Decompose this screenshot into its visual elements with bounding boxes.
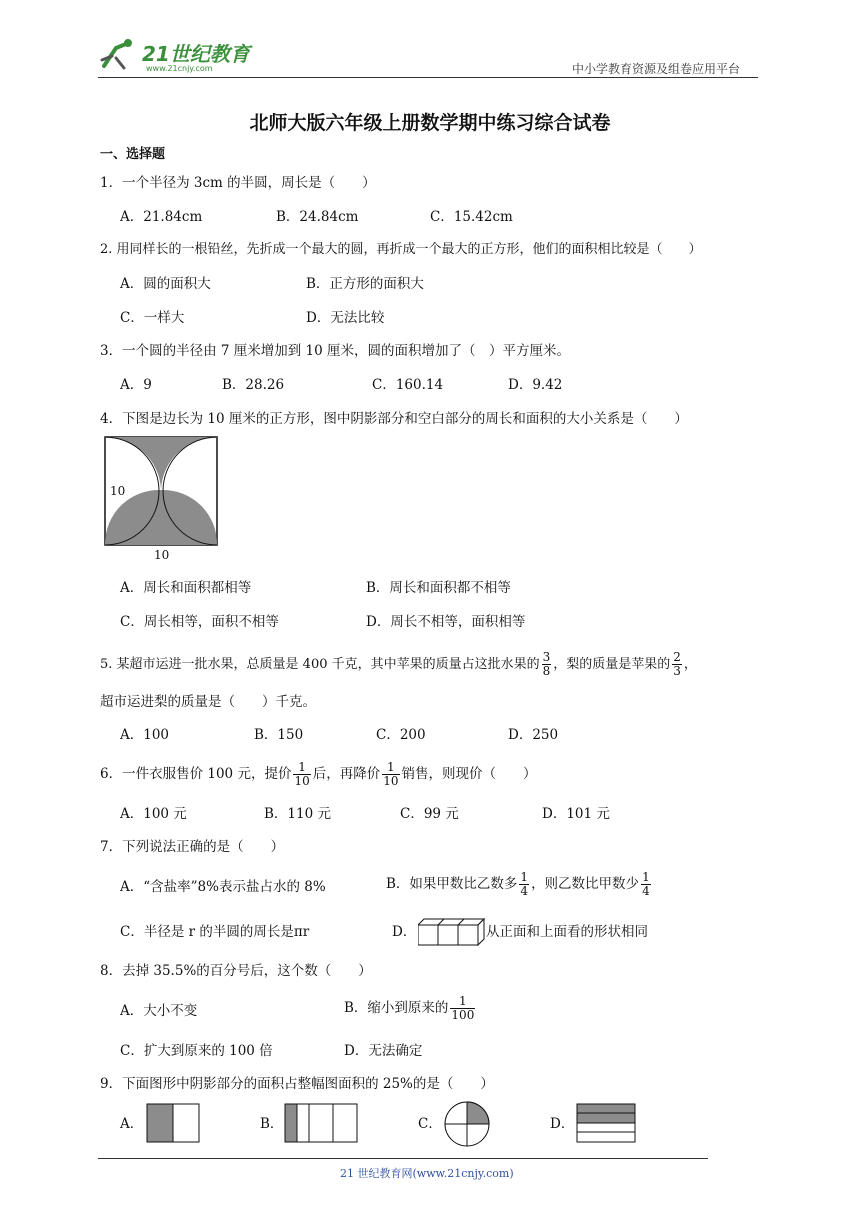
header-divider — [98, 77, 758, 78]
q8-option-d: D．无法确定 — [344, 1043, 423, 1059]
question-4-stem: 4．下图是边长为 10 厘米的正方形，图中阴影部分和空白部分的周长和面积的大小关系是（ ） — [100, 411, 688, 427]
fraction: $\frac{1}{10}$ — [383, 760, 399, 788]
q3-option-d: D．9.42 — [508, 377, 563, 393]
logo-text: 21世纪教育 — [142, 42, 250, 66]
q9-option-d-label: D． — [550, 1116, 575, 1132]
q4-option-c: C．周长相等，面积不相等 — [120, 614, 279, 630]
q9-figure-a — [146, 1103, 200, 1143]
logo-url: www.21cnjy.com — [146, 64, 213, 73]
q4-side-label-left: 10 — [110, 484, 126, 498]
q4-square-figure — [104, 436, 222, 564]
q4-option-b: B．周长和面积都不相等 — [366, 580, 511, 596]
q4-side-label-bottom: 10 — [154, 548, 170, 562]
fraction: $\frac{3}{8}$ — [542, 650, 551, 678]
question-1-stem: 1．一个半径为 3cm 的半圆，周长是（ ） — [100, 175, 376, 191]
q6-option-d: D．101 元 — [542, 806, 610, 822]
q3-option-a: A．9 — [120, 377, 152, 393]
page-title: 北师大版六年级上册数学期中练习综合试卷 — [249, 112, 611, 134]
section-heading: 一、选择题 — [100, 147, 166, 162]
q9-figure-b — [284, 1103, 360, 1143]
q6-option-b: B．110 元 — [264, 806, 331, 822]
q5-option-b: B．150 — [254, 727, 304, 743]
q8-option-a: A．大小不变 — [120, 1003, 198, 1019]
q5-option-d: D．250 — [508, 727, 559, 743]
q7-cube-figure — [418, 918, 486, 946]
q1-option-a: A．21.84cm — [120, 209, 203, 225]
q6-option-a: A．100 元 — [120, 806, 187, 822]
q2-option-c: C．一样大 — [120, 310, 185, 326]
q2-option-d: D．无法比较 — [306, 310, 385, 326]
fraction: $\frac{2}{3}$ — [673, 650, 681, 678]
q9-option-c-label: C． — [418, 1116, 442, 1132]
q7-option-b: B．如果甲数比乙数多 $\frac{1}{4}$ ，则乙数比甲数少 $\frac{1}{4}$ — [386, 870, 650, 898]
q8-option-b: B．缩小到原来的 $\frac{1}{100}$ — [344, 994, 475, 1022]
q7-option-d-text: 从正面和上面看的形状相同 — [486, 924, 648, 940]
q5-option-c: C．200 — [376, 727, 426, 743]
q6-option-c: C．99 元 — [400, 806, 459, 822]
fraction: $\frac{1}{100}$ — [451, 994, 475, 1022]
q3-option-c: C．160.14 — [372, 377, 444, 393]
q9-option-a-label: A． — [120, 1116, 144, 1132]
q3-option-b: B．28.26 — [222, 377, 285, 393]
q8-option-c: C．扩大到原来的 100 倍 — [120, 1043, 273, 1059]
footer-divider — [98, 1158, 708, 1159]
q7-option-a: A．“含盐率”8%表示盐占水的 8% — [120, 879, 326, 895]
q9-option-b-label: B． — [260, 1116, 284, 1132]
fraction: $\frac{1}{10}$ — [294, 760, 310, 788]
q1-option-b: B．24.84cm — [276, 209, 359, 225]
runner-logo-icon — [98, 36, 138, 76]
q2-option-a: A．圆的面积大 — [120, 276, 211, 292]
question-6-stem: 6．一件衣服售价 100 元，提价 $\frac{1}{10}$ 后，再降价 $\frac{1}{10}$ 销售，则现价（ ） — [100, 760, 537, 788]
question-7-stem: 7．下列说法正确的是（ ） — [100, 839, 285, 855]
q7-option-c: C．半径是 r 的半圆的周长是πr — [120, 924, 310, 940]
question-9-stem: 9．下面图形中阴影部分的面积占整幅图面积的 25%的是（ ） — [100, 1076, 494, 1092]
q7-option-d-prefix: D． — [392, 924, 417, 940]
question-3-stem: 3．一个圆的半径由 7 厘米增加到 10 厘米，圆的面积增加了（ ）平方厘米。 — [100, 343, 571, 359]
q1-option-c: C．15.42cm — [430, 209, 513, 225]
question-5-stem: 5. 某超市运进一批水果，总质量是 400 千克，其中苹果的质量占这批水果的 $\frac{3}{8}$ ，梨的质量是苹果的 $\frac{2}{3}$ ， — [100, 650, 697, 678]
q5-option-a: A．100 — [120, 727, 170, 743]
footer-text: 21 世纪教育网(www.21cnjy.com) — [340, 1167, 514, 1180]
q9-figure-d — [576, 1103, 636, 1143]
q4-option-a: A．周长和面积都相等 — [120, 580, 252, 596]
question-5-stem-line2: 超市运进梨的质量是（ ）千克。 — [100, 694, 316, 710]
q4-option-d: D．周长不相等，面积相等 — [366, 614, 526, 630]
q2-option-b: B．正方形的面积大 — [306, 276, 424, 292]
q9-figure-c — [444, 1101, 490, 1147]
question-2-stem: 2. 用同样长的一根铅丝，先折成一个最大的圆，再折成一个最大的正方形，他们的面积相比较是（ ） — [100, 242, 702, 257]
platform-name: 中小学教育资源及组卷应用平台 — [572, 62, 741, 76]
fraction: $\frac{1}{4}$ — [520, 870, 529, 898]
fraction: $\frac{1}{4}$ — [642, 870, 650, 898]
question-8-stem: 8．去掉 35.5%的百分号后，这个数（ ） — [100, 963, 372, 979]
logo — [98, 36, 258, 76]
